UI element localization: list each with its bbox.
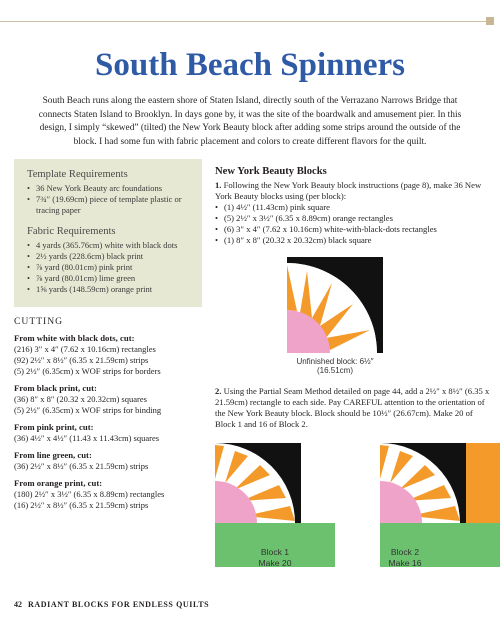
cutting-section [14, 316, 210, 517]
page-footer [14, 600, 209, 609]
block-caption: Unfinished block: 6½″ (16.51cm) [296, 357, 374, 375]
list-item: • (6) 3″ x 4″ (7.62 x 10.16cm) white-with-black-dots rectangles [215, 224, 490, 235]
step-text: Following the New York Beauty block instructions (page 8), make 36 New York Beauty blocks using (per block): [215, 180, 482, 201]
block-name: Block 1 [260, 547, 290, 557]
cutting-line: (92) 2½″ x 8½″ (6.35 x 21.59cm) strips [14, 355, 149, 365]
nyb-heading: New York Beauty Blocks [215, 166, 327, 177]
step-text: Using the Partial Seam Method detailed on page 44, add a 2½″ x 8½″ (6.35 x 21.59cm) rectangle to each side. Pay CAREFUL attention to the orientation of the New York Beauty block. Block should be 10½″ (26.67cm). Make 20 of Block 1 and 16 of Block 2. [215, 386, 490, 429]
cutting-group [14, 333, 210, 377]
new-york-beauty-section [215, 166, 490, 246]
cutting-group [14, 450, 210, 472]
list-item: • 2½ yards (228.6cm) black print [27, 251, 192, 262]
list-item: • ⅞ yard (80.01cm) pink print [27, 262, 192, 273]
cutting-group-title: From white with black dots, cut: [14, 333, 135, 343]
list-item: • (1) 4½″ (11.43cm) pink square [215, 202, 490, 213]
cutting-group-title: From line green, cut: [14, 450, 92, 460]
cutting-line: (180) 2½″ x 3½″ (6.35 x 8.89cm) rectangles [14, 489, 165, 499]
cutting-group-title: From pink print, cut: [14, 422, 94, 432]
fabric-requirements-heading: Fabric Requirements [27, 226, 116, 237]
list-item: • (1) 8″ x 8″ (20.32 x 20.32cm) black square [215, 235, 490, 246]
step-2 [215, 386, 493, 430]
page-title: South Beach Spinners [95, 47, 405, 83]
cutting-line: (36) 2½″ x 8½″ (6.35 x 21.59cm) strips [14, 461, 149, 471]
cutting-line: (5) 2½″ (6.35cm) x WOF strips for borders [14, 366, 161, 376]
book-title: RADIANT BLOCKS FOR ENDLESS QUILTS [28, 600, 210, 609]
cutting-heading: CUTTING [14, 316, 64, 327]
list-item: • 7¾″ (19.69cm) piece of template plastic or tracing paper [27, 194, 192, 216]
cutting-line: (36) 4½″ x 4½″ (11.43 x 11.43cm) squares [14, 433, 160, 443]
block-1-label [245, 547, 305, 569]
cutting-line: (16) 2½″ x 8½″ (6.35 x 21.59cm) strips [14, 500, 149, 510]
header-rule [0, 21, 486, 22]
cutting-group [14, 478, 210, 511]
list-item: • 36 New York Beauty arc foundations [27, 183, 192, 194]
page-number: 42 [14, 600, 22, 609]
requirements-sidebar [14, 159, 202, 307]
cutting-line: (216) 3″ x 4″ (7.62 x 10.16cm) rectangles [14, 344, 156, 354]
cutting-line: (5) 2½″ (6.35cm) x WOF strips for binding [14, 405, 162, 415]
cutting-line: (36) 8″ x 8″ (20.32 x 20.32cm) squares [14, 394, 147, 404]
cutting-group-title: From orange print, cut: [14, 478, 103, 488]
list-item: • 1⅝ yards (148.59cm) orange print [27, 284, 192, 295]
block-count: Make 16 [388, 558, 422, 568]
step-1 [215, 180, 490, 202]
intro-paragraph: South Beach runs along the eastern shore of Staten Island, directly south of the Verrazano Narrows Bridge that connects Staten Island to Brooklyn. In days gone by, it was the site of the boardwalk and amusement pier. In this design, I simply “skewed” (tilted) the New York Beauty block after adding some strips around the outside of the block. I had some fun with fabric placement and colors to create different flavors for the quilt. [38, 96, 462, 147]
step-number: 2. [215, 386, 222, 396]
list-item: • ⅞ yard (80.01cm) lime green [27, 273, 192, 284]
block-2-label [375, 547, 435, 569]
template-requirements-list [27, 183, 192, 216]
block-name: Block 2 [390, 547, 420, 557]
step-number: 1. [215, 180, 222, 190]
template-requirements-heading: Template Requirements [27, 169, 128, 180]
new-york-beauty-block-diagram [287, 257, 383, 353]
cutting-group-title: From black print, cut: [14, 383, 97, 393]
list-item: • (5) 2½″ x 3½″ (6.35 x 8.89cm) orange rectangles [215, 213, 490, 224]
cutting-group [14, 422, 210, 444]
list-item: • 4 yards (365.76cm) white with black dots [27, 240, 192, 251]
block-count: Make 20 [258, 558, 292, 568]
block-ingredients-list [215, 202, 490, 246]
cutting-group [14, 383, 210, 416]
header-square [486, 17, 494, 25]
fabric-requirements-list [27, 240, 192, 295]
